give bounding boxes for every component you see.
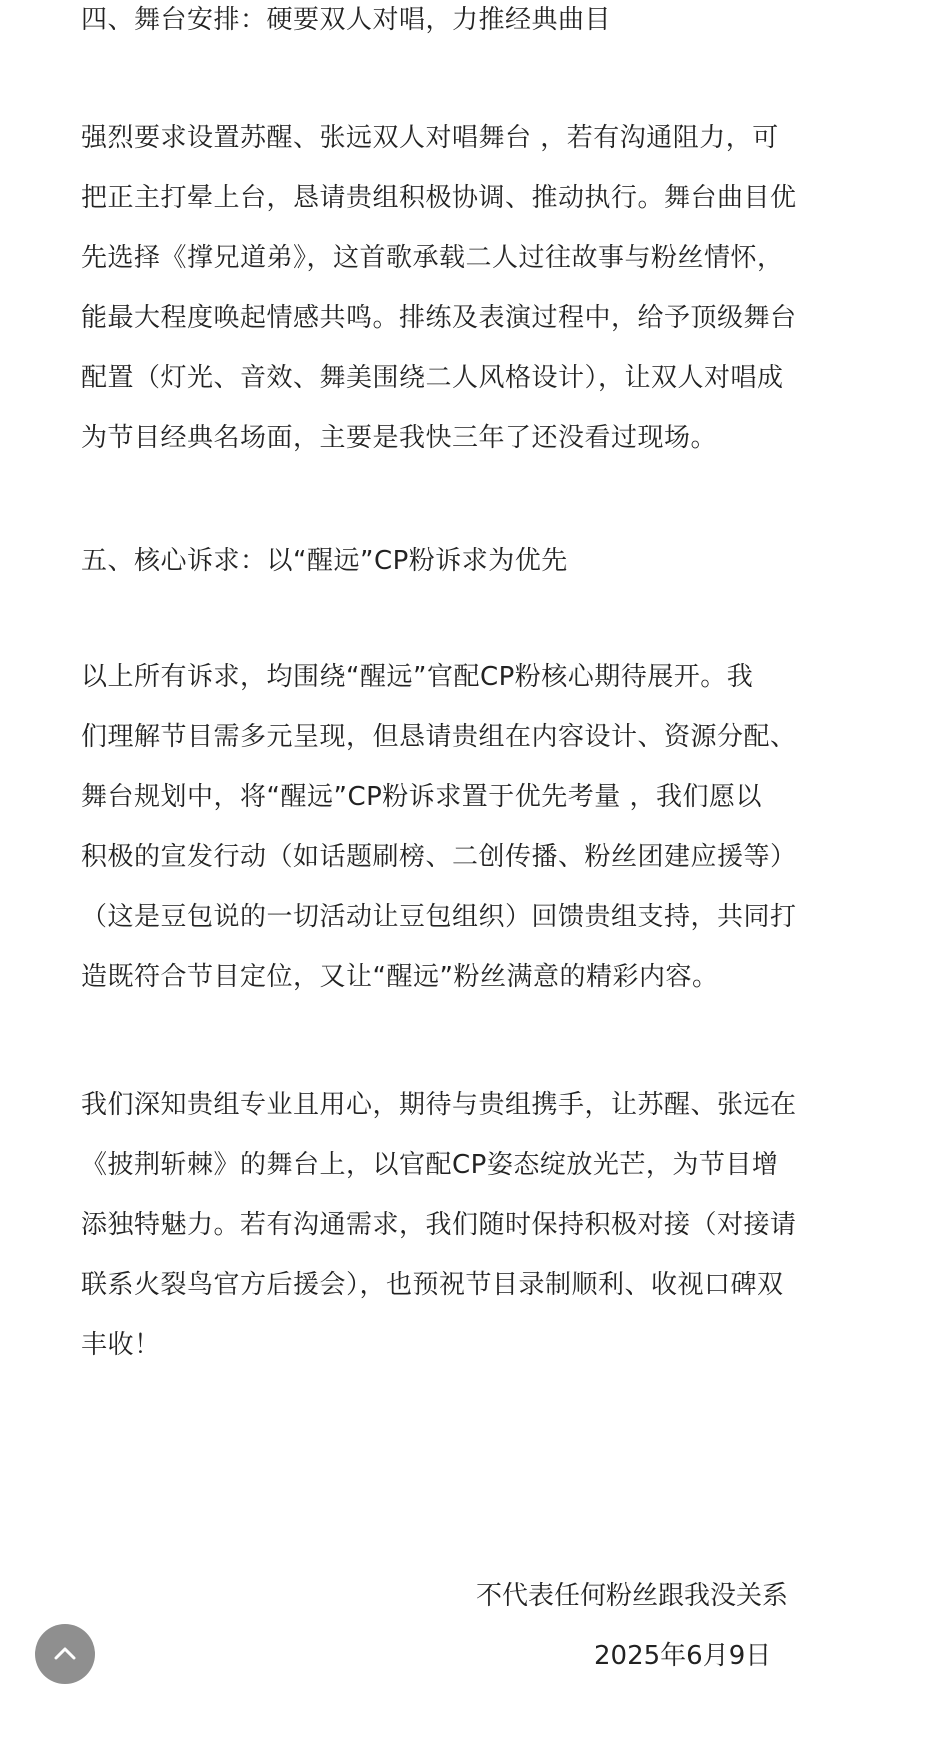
signature-date: 2025年6月9日: [594, 1641, 772, 1671]
section-4-heading: 四、舞台安排：硬要双人对唱，力推经典曲目: [81, 5, 612, 35]
chevron-up-icon: [51, 1640, 79, 1668]
signature-name: 不代表任何粉丝跟我没关系: [476, 1581, 789, 1611]
section-5-heading: 五、核心诉求：以“醒远”CP粉诉求为优先: [81, 546, 568, 576]
section-4-paragraph: 强烈要求设置苏醒、张远双人对唱舞台 ，若有沟通阻力，可 把正主打晕上台，恳请贵组积极协调、推动执行。舞台曲目优 先选择《撑兄道弟》，这首歌承载二人过往故事与粉丝情怀， 能最大程度唤起情感共鸣。排练及表演过程中，给予顶级舞台 配置（灯光、音效、舞美围绕二人风格设计），让双人对唱成 为节目经典名场面，主要是我快三年了还没看过现场。: [81, 123, 797, 453]
closing-paragraph: 我们深知贵组专业且用心，期待与贵组携手，让苏醒、张远在 《披荆斩棘》的舞台上，以官配CP姿态绽放光芒，为节目增 添独特魅力。若有沟通需求，我们随时保持积极对接（对接请 联系火裂鸟官方后援会），也预祝节目录制顺利、收视口碑双 丰收！: [81, 1090, 797, 1360]
section-5-paragraph: 以上所有诉求，均围绕“醒远”官配CP粉核心期待展开。我 们理解节目需多元呈现，但恳请贵组在内容设计、资源分配、 舞台规划中，将“醒远”CP粉诉求置于优先考量 ，我们愿以 积极的宣发行动（如话题刷榜、二创传播、粉丝团建应援等） （这是豆包说的一切活动让豆包组织）回馈贵组支持，共同打 造既符合节目定位，又让“醒远”粉丝满意的精彩内容。: [81, 662, 797, 992]
back-to-top-button[interactable]: [35, 1624, 95, 1684]
